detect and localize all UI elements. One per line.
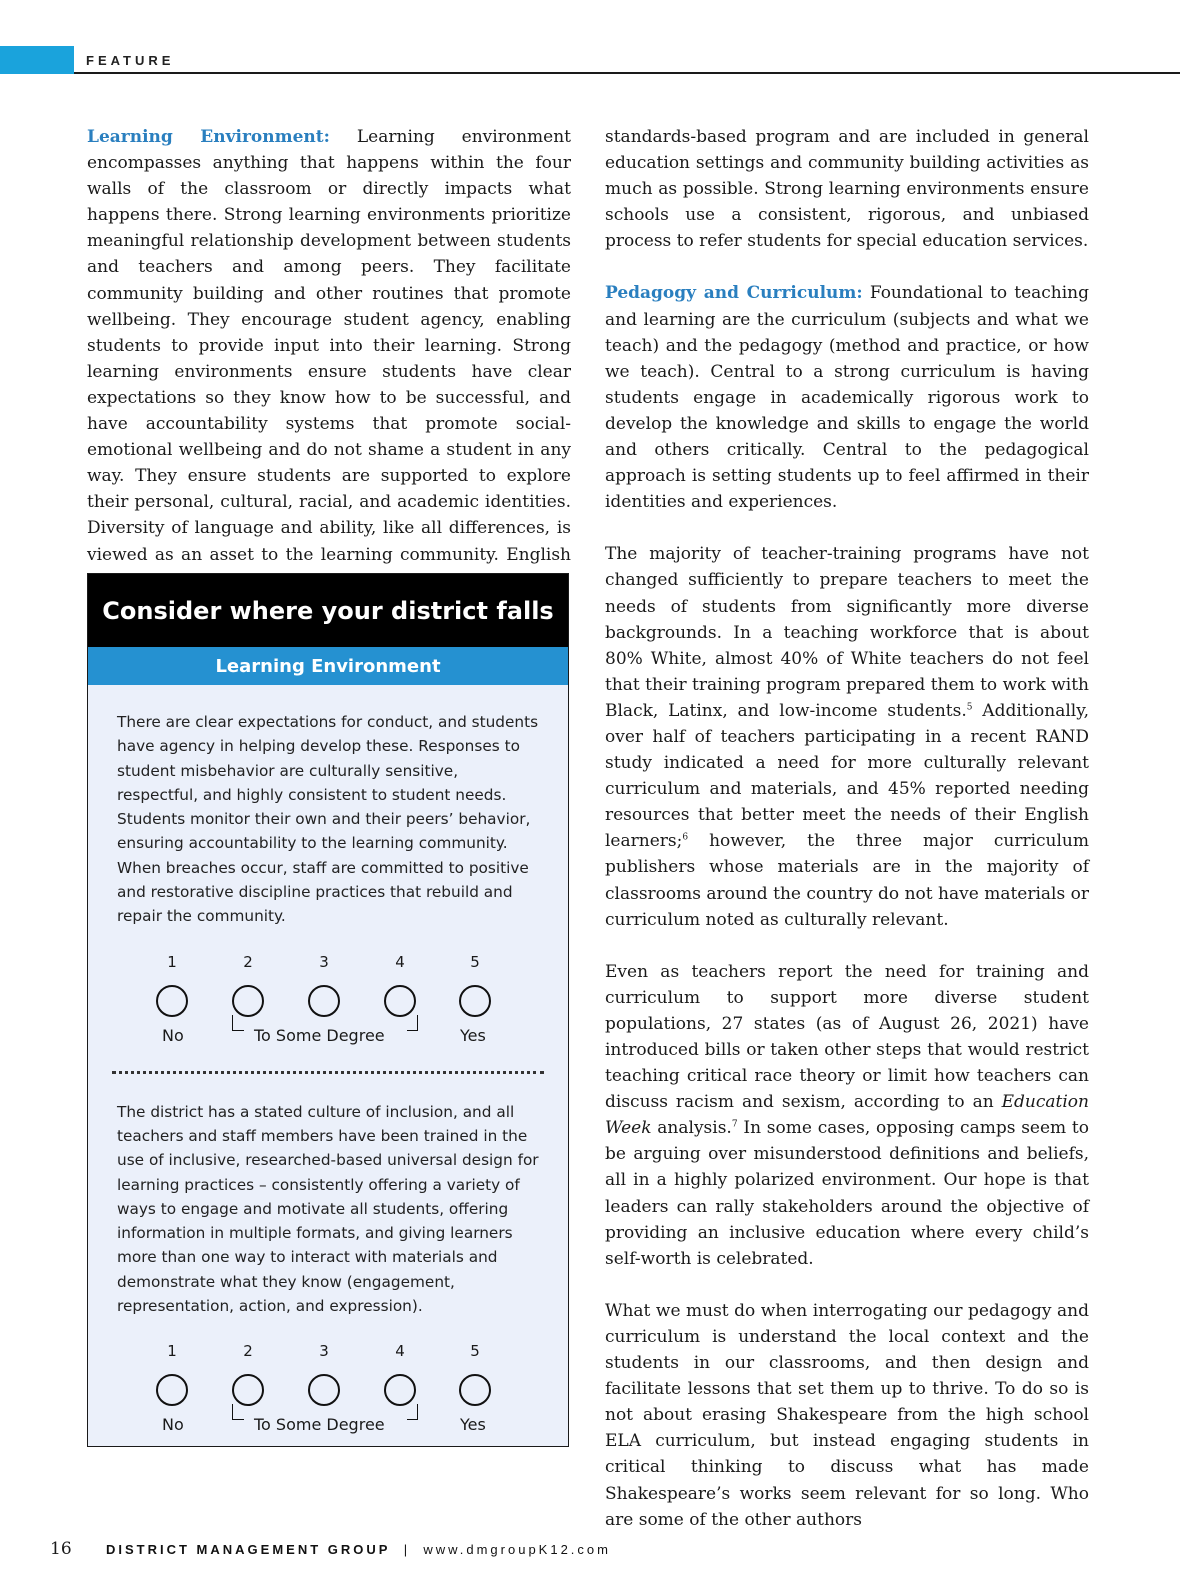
scale-number: 4	[395, 1342, 405, 1361]
statement-1: There are clear expectations for conduct, and students have agency in helping develop these. Responses to student misbehavior are culturally sensitive, respectful, and highly consistent to student needs. Students monitor their own and their peers’ behavior, ensuring accountability to the learning community. When breaches occur, staff are committed to positive and restorative discipline practices that rebuild and repair the community.	[117, 713, 539, 926]
footer-publisher	[106, 1542, 611, 1557]
page-number: 16	[50, 1539, 72, 1559]
scale-label-no: No	[162, 1415, 184, 1435]
district-assessment-box	[87, 573, 569, 1447]
footnote-ref: 6	[682, 832, 689, 843]
scale-number: 3	[319, 952, 329, 971]
paragraph-text: Even as teachers report the need for training and curriculum to support more diverse student populations, 27 states (as of August 26, 2021) have introduced bills or taken other steps that would restrict teaching critical race theory or limit how teachers can discuss racism and sexism, according to an	[605, 961, 1089, 1113]
paragraph-legislation	[605, 959, 1089, 1272]
paragraph-lead: Pedagogy and Curriculum:	[605, 283, 863, 304]
right-column	[605, 124, 1089, 1559]
footnote-ref: 7	[731, 1119, 738, 1130]
paragraph-text: Additionally, over half of teachers participating in a recent RAND study indicated a need for more culturally relevant curriculum and materials, and 45% reported needing resources that better meet the needs of their English learners;	[605, 700, 1089, 852]
rating-option-2[interactable]	[232, 985, 264, 1017]
scale-number: 2	[243, 1342, 253, 1361]
paragraph-text: Learning environment encompasses anything that happens within the four walls of the classroom or directly impacts what happens there. Strong learning environments prioritize meaningful relationship development between students and teachers and among peers. They facilitate community building and other routines that promote wellbeing. They encourage student agency, enabling students to provide input into their learning. Strong learning environments ensure students have clear expectations so they know how to be successful, and have accountability systems that promote social-emotional wellbeing and do not shame a student in any way. They ensure students are supported to explore their personal, cultural, racial, and academic identities. Diversity of language and ability, like all differences, is viewed as an asset to the learning community. English	[87, 127, 571, 565]
section-color-tab	[0, 46, 74, 74]
rating-option-1[interactable]	[156, 1374, 188, 1406]
scale-label-yes: Yes	[460, 1025, 486, 1045]
header-rule	[74, 72, 1180, 74]
paragraph-local-context: What we must do when interrogating our pedagogy and curriculum is understand the local context and the students in our classrooms, and then design and facilitate lessons that set them up to thrive. To do so is not about erasing Shakespeare from the high school ELA curriculum, but instead engaging students in critical thinking to discuss what has made Shakespeare’s works seem relevant for so long. Who are some of the other authors	[605, 1300, 1089, 1530]
scale-number: 4	[395, 952, 405, 971]
org-name: DISTRICT MANAGEMENT GROUP	[106, 1542, 391, 1557]
paragraph-teacher-training	[605, 541, 1089, 932]
paragraph-continued: standards-based program and are included in general education settings and community building activities as much as possible. Strong learning environments ensure schools use a consistent, rigorous, and unbiased process to refer students for special education services.	[605, 127, 1089, 252]
footnote-ref: 5	[966, 702, 973, 713]
paragraph-text: Foundational to teaching and learning are the curriculum (subjects and what we teach) and the pedagogy (method and practice, or how we teach). Central to a strong curriculum is having students engage in academically rigorous work to develop the knowledge and skills to engage the world and others critically. Central to the pedagogical approach is setting students up to feel affirmed in their identities and experiences.	[605, 283, 1090, 513]
paragraph-text: however, the three major curriculum publishers whose materials are in the majority of classrooms around the country do not have materials or curriculum noted as culturally relevant.	[605, 831, 1089, 930]
paragraph-text: The majority of teacher-training programs have not changed sufficiently to prepare teachers to meet the needs of students from significantly more diverse backgrounds. In a teaching workforce that is about 80% White, almost 40% of White teachers do not feel that their training program prepared them to work with Black, Latinx, and low-income students.	[605, 544, 1089, 721]
footer-separator: |	[403, 1542, 411, 1557]
scale-label-some: To Some Degree	[254, 1025, 385, 1045]
rating-option-5[interactable]	[459, 1374, 491, 1406]
rating-scale-2	[88, 1336, 568, 1446]
scale-number: 5	[470, 1342, 480, 1361]
rating-option-3[interactable]	[308, 985, 340, 1017]
paragraph-text: analysis.	[651, 1118, 732, 1139]
rating-option-2[interactable]	[232, 1374, 264, 1406]
scale-number: 1	[167, 952, 177, 971]
scale-label-yes: Yes	[460, 1415, 486, 1435]
dotted-divider	[112, 1071, 544, 1074]
rating-option-4[interactable]	[384, 1374, 416, 1406]
scale-number: 3	[319, 1342, 329, 1361]
statement-2: The district has a stated culture of inclusion, and all teachers and staff members have been trained in the use of inclusive, researched-based universal design for learning practices – consistently offering a variety of ways to engage and motivate all students, offering information in multiple formats, and giving learners more than one way to interact with materials and demonstrate what they know (engagement, representation, action, and expression).	[117, 1102, 539, 1316]
paragraph-pedagogy	[605, 280, 1089, 515]
section-label: FEATURE	[86, 53, 175, 68]
publication-name: Education Week	[605, 1092, 1089, 1139]
scale-number: 1	[167, 1342, 177, 1361]
left-column	[87, 124, 571, 620]
scale-label-no: No	[162, 1025, 184, 1045]
paragraph-learning-environment	[87, 124, 571, 594]
footer-url[interactable]: www.dmgroupK12.com	[423, 1542, 611, 1557]
paragraph-lead: Learning Environment:	[87, 127, 330, 147]
rating-option-5[interactable]	[459, 985, 491, 1017]
box-title: Consider where your district falls	[88, 574, 568, 647]
box-subtitle: Learning Environment	[88, 647, 568, 685]
scale-label-some: To Some Degree	[254, 1415, 385, 1435]
scale-number: 5	[470, 952, 480, 971]
scale-number: 2	[243, 952, 253, 971]
rating-option-3[interactable]	[308, 1374, 340, 1406]
paragraph-text: In some cases, opposing camps seem to be arguing over misunderstood definitions and beliefs, all in a highly polarized environment. Our hope is that leaders can rally stakeholders around the objective of providing an inclusive education where every child’s self-worth is celebrated.	[605, 1118, 1090, 1269]
rating-option-4[interactable]	[384, 985, 416, 1017]
rating-scale-1	[88, 947, 568, 1057]
rating-option-1[interactable]	[156, 985, 188, 1017]
